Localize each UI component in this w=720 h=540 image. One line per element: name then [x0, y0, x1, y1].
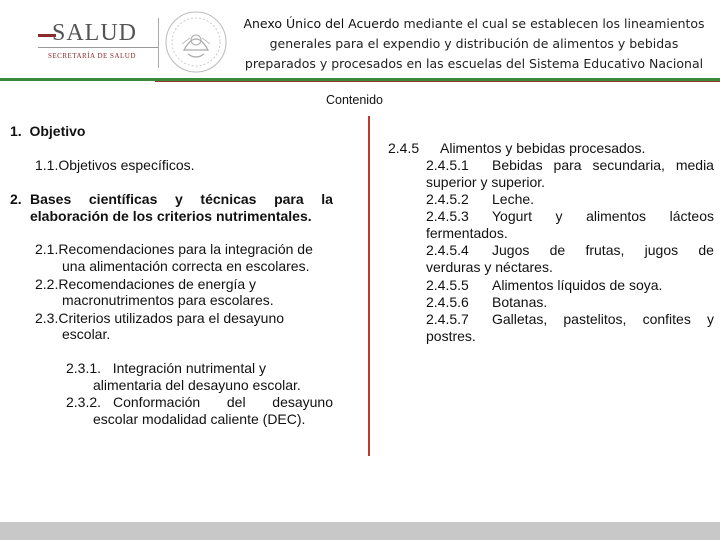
toc-item-2-4-5-4-number: 2.4.5.4 [426, 242, 469, 258]
column-divider [368, 116, 370, 456]
national-seal-icon [164, 10, 228, 74]
toc-item-2-3-1 [66, 360, 266, 377]
logo-subtitle: SECRETARÍA DE SALUD [48, 52, 136, 60]
toc-number: 1.1. [35, 157, 59, 173]
toc-label: Recomendaciones para la integración de [58, 241, 313, 257]
word: Galletas, [492, 311, 548, 327]
toc-item-2-4-5-4-cont: verduras y néctares. [426, 259, 553, 275]
toc-item-1 [10, 123, 85, 140]
toc-label: Criterios utilizados para el desayuno [58, 310, 285, 326]
toc-item-2-4-5-6-number: 2.4.5.6 [426, 294, 469, 310]
word: y [706, 311, 714, 327]
word: la [321, 191, 333, 207]
word: media [675, 157, 714, 173]
document-title [232, 14, 716, 74]
toc-item-2-4-5-7-number: 2.4.5.7 [426, 311, 469, 327]
toc-item-2-2 [35, 276, 256, 293]
toc-label: Objetivos específicos. [58, 157, 195, 173]
title-lead: Anexo Único del Acuerdo [243, 16, 400, 31]
toc-item-1-1 [35, 157, 195, 174]
toc-item-2-1 [35, 241, 313, 258]
toc-item-2-4-5-3-number: 2.4.5.3 [426, 208, 469, 224]
toc-item-2-4-5-6-label: Botanas. [492, 294, 548, 310]
toc-item-2-4-5-2-label: Leche. [492, 191, 535, 207]
logo-underline [38, 47, 158, 48]
word: técnicas [200, 191, 257, 207]
word: Bebidas [492, 157, 543, 173]
toc-item-2-4-5-1-number: 2.4.5.1 [426, 157, 469, 173]
toc-item-2-3-2-cont: escolar modalidad caliente (DEC). [93, 411, 306, 427]
word: secundaria, [592, 157, 665, 173]
toc-item-2-4-5-7-cont: postres. [426, 328, 476, 344]
toc-item-2-3 [35, 310, 284, 327]
toc-number: 2.3.1. [66, 360, 102, 376]
title-line-2: generales para el expendio y distribución de alimentos y bebidas [269, 36, 679, 51]
toc-item-2-line-2: elaboración de los criterios nutrimentales. [30, 208, 312, 224]
toc-item-2-4-5-1-line-1 [492, 157, 714, 174]
word: frutas, [585, 242, 625, 258]
title-rest: mediante el cual se establecen los lineamientos [399, 16, 705, 31]
toc-item-2-3-cont: escolar. [62, 326, 111, 342]
footer-bar [0, 522, 720, 540]
word: confites [642, 311, 691, 327]
toc-item-2-line-1 [30, 191, 333, 208]
word: para [274, 191, 304, 207]
header-red-rule [155, 81, 720, 82]
toc-item-2-number: 2. [10, 191, 22, 207]
toc-number: 2.1. [35, 241, 59, 257]
toc-item-2-3-1-cont: alimentaria del desayuno escolar. [93, 377, 301, 393]
toc-item-2-4-5-3-line-1 [492, 208, 714, 225]
word: Yogurt [492, 208, 532, 224]
toc-item-2-2-cont: macronutrimentos para escolares. [62, 292, 274, 308]
word: Jugos [492, 242, 530, 258]
word: científicas [88, 191, 158, 207]
logo-wordmark: SALUD [52, 20, 138, 46]
toc-item-2-4-5-1-cont: superior y superior. [426, 174, 546, 190]
toc-item-2-4-5-2-number: 2.4.5.2 [426, 191, 469, 207]
word: lácteos [669, 208, 714, 224]
word: y [555, 208, 563, 224]
title-line-3: preparados y procesados en las escuelas del Sistema Educativo Nacional [244, 56, 704, 71]
toc-item-2-4-5-label: Alimentos y bebidas procesados. [440, 140, 646, 156]
toc-label: Objetivo [29, 123, 86, 139]
toc-number: 2.3. [35, 310, 59, 326]
toc-label: Integración nutrimental y [112, 360, 267, 376]
toc-item-2-4-5-7-line-1 [492, 311, 714, 328]
word: de [698, 242, 714, 258]
word: para [553, 157, 582, 173]
word: Bases [30, 191, 72, 207]
toc-number: 2.2. [35, 276, 59, 292]
toc-item-2-4-5-5-number: 2.4.5.5 [426, 277, 469, 293]
toc-item-2-4-5-number: 2.4.5 [388, 140, 420, 156]
toc-number: 1. [10, 123, 22, 139]
toc-item-2-4-5-5-label: Alimentos líquidos de soya. [492, 277, 663, 293]
toc-item-2-4-5-4-line-1 [492, 242, 714, 259]
toc-label: Recomendaciones de energía y [58, 276, 257, 292]
word: desayuno [272, 394, 333, 410]
toc-item-2-3-2-number: 2.3.2. [66, 394, 102, 410]
word: jugos [644, 242, 679, 258]
title-line-1 [232, 14, 716, 34]
contents-heading: Contenido [326, 93, 383, 107]
toc-item-2-4-5-3-cont: fermentados. [426, 225, 508, 241]
toc-item-2-1-cont: una alimentación correcta en escolares. [62, 258, 310, 274]
word: y [175, 191, 183, 207]
word: de [549, 242, 566, 258]
header-divider [158, 18, 159, 68]
word: Conformación [113, 394, 201, 410]
word: del [226, 394, 246, 410]
toc-item-2-3-2-line-1 [113, 394, 333, 411]
word: alimentos [586, 208, 647, 224]
word: pastelitos, [563, 311, 627, 327]
salud-logo [38, 20, 160, 64]
